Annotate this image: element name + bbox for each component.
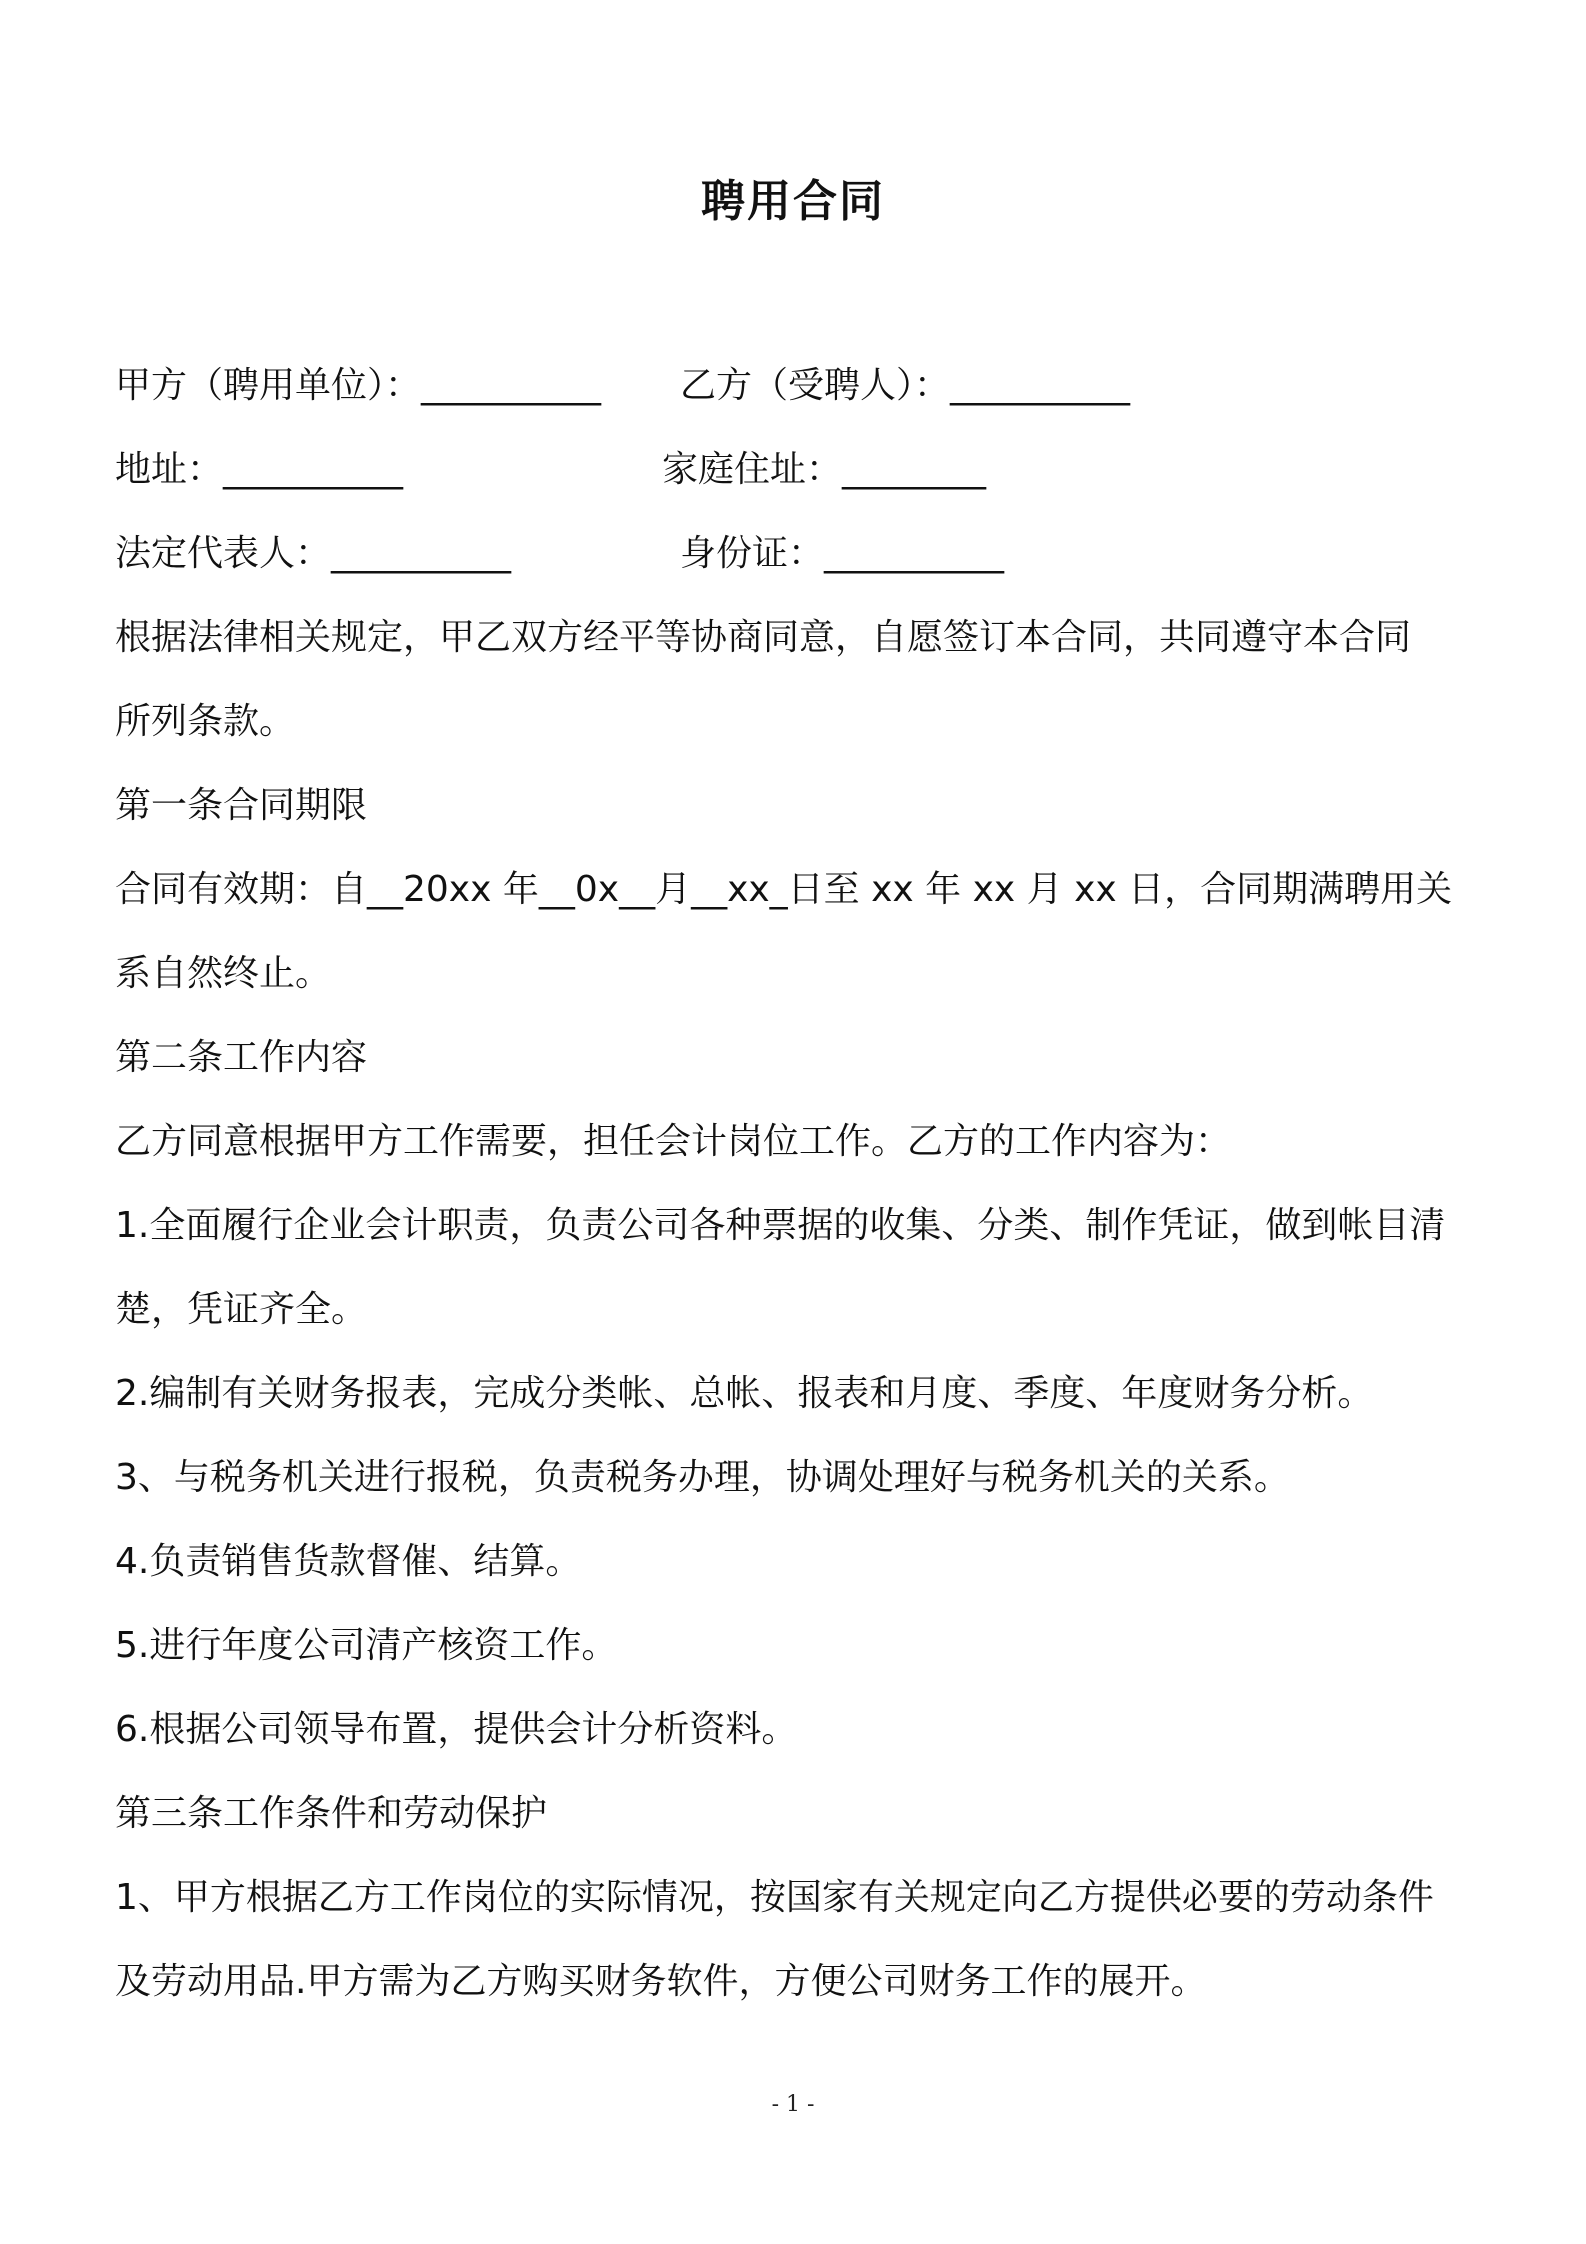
article3-clause1-line2: 及劳动用品.甲方需为乙方购买财务软件，方便公司财务工作的展开。	[115, 1961, 1207, 2002]
duty-item5: 5.进行年度公司清产核资工作。	[115, 1625, 618, 1666]
article1-term-line1: 合同有效期：自__20xx 年__0x__月__xx_日至 xx 年 xx 月 xx 日，合同期满聘用关	[115, 869, 1453, 910]
legal-representative-field: 法定代表人：__________	[115, 533, 512, 574]
id-card-field: 身份证：__________	[680, 533, 1005, 574]
article1-heading: 第一条合同期限	[115, 785, 368, 826]
duty-item1-line2: 楚，凭证齐全。	[115, 1289, 368, 1330]
article3-clause1-line1: 1、甲方根据乙方工作岗位的实际情况，按国家有关规定向乙方提供必要的劳动条件	[115, 1877, 1434, 1918]
intro-paragraph-line2: 所列条款。	[115, 701, 296, 742]
home-address-field: 家庭住址：________	[662, 449, 987, 490]
article1-term-line2: 系自然终止。	[115, 953, 332, 994]
address-field: 地址：__________	[115, 449, 404, 490]
party-b-field: 乙方（受聘人）：__________	[680, 365, 1131, 406]
duty-item6: 6.根据公司领导布置，提供会计分析资料。	[115, 1709, 798, 1750]
duty-item4: 4.负责销售货款督催、结算。	[115, 1541, 582, 1582]
document-title: 聘用合同	[701, 176, 885, 227]
intro-paragraph-line1: 根据法律相关规定，甲乙双方经平等协商同意，自愿签订本合同，共同遵守本合同	[115, 617, 1412, 658]
page-number: - 1 -	[771, 2092, 815, 2117]
party-a-field: 甲方（聘用单位）：__________	[115, 365, 602, 406]
duty-item2: 2.编制有关财务报表，完成分类帐、总帐、报表和月度、季度、年度财务分析。	[115, 1373, 1374, 1414]
article2-intro: 乙方同意根据甲方工作需要，担任会计岗位工作。乙方的工作内容为：	[115, 1121, 1232, 1162]
article2-heading: 第二条工作内容	[115, 1037, 368, 1078]
article3-heading: 第三条工作条件和劳动保护	[115, 1793, 548, 1834]
duty-item1-line1: 1.全面履行企业会计职责，负责公司各种票据的收集、分类、制作凭证，做到帐目清	[115, 1205, 1446, 1246]
duty-item3: 3、与税务机关进行报税，负责税务办理，协调处理好与税务机关的关系。	[115, 1457, 1290, 1498]
